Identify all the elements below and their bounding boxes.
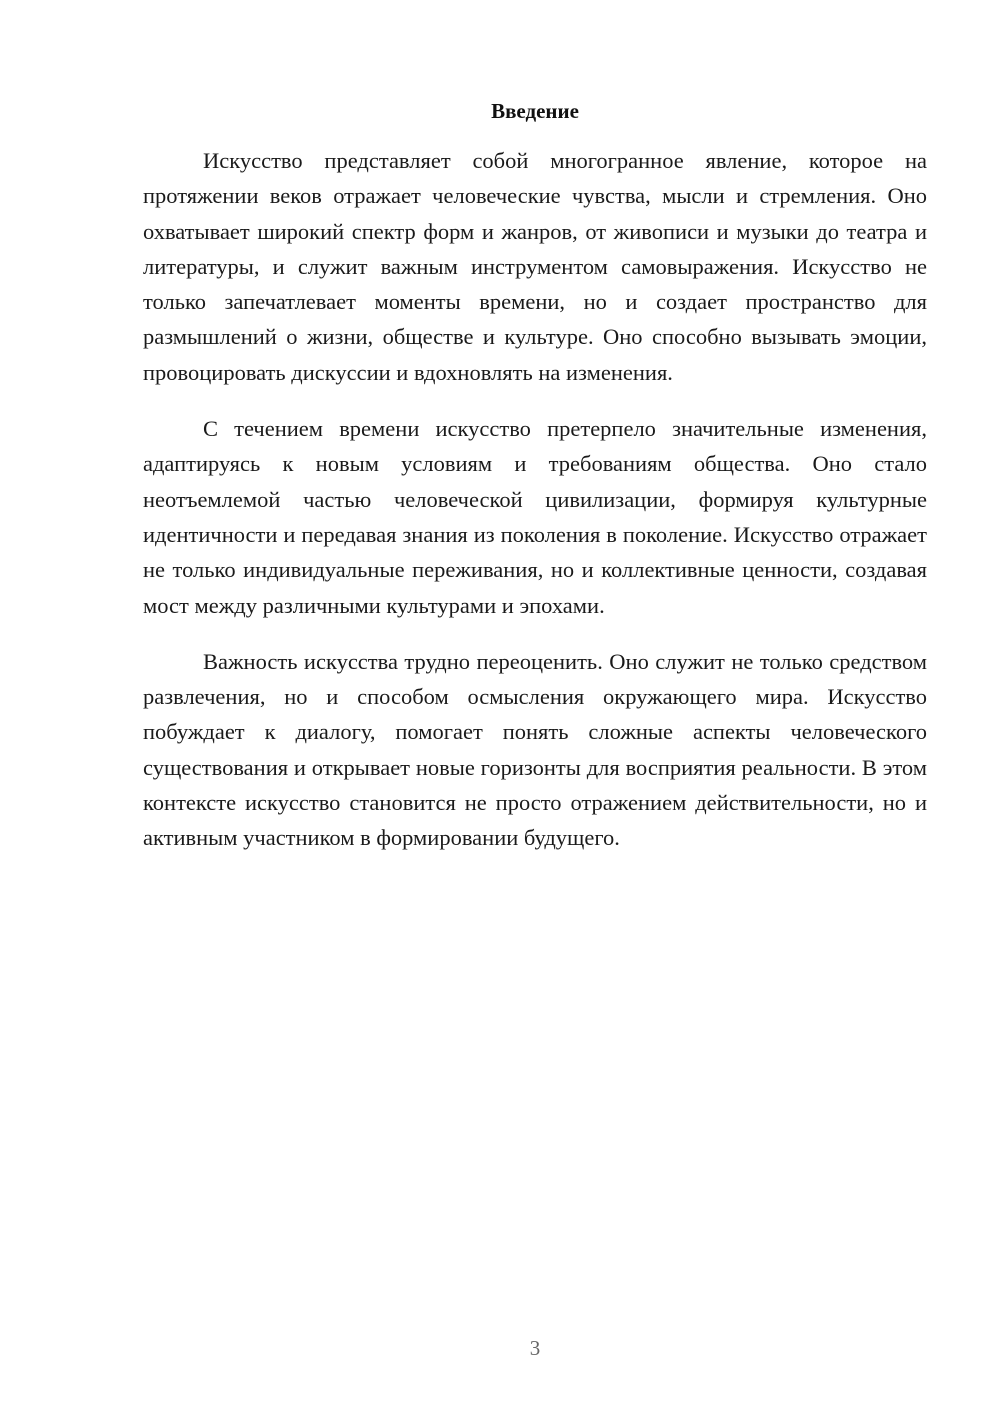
body-text: [143, 143, 927, 877]
paragraph-1: Искусство представляет собой многогранное явление, которое на протяжении веков отражает человеческие чувства, мысли и стремления. Оно охватывает широкий спектр форм и жанров, от живописи и музыки до театра и литературы, и служит важным инструментом самовыражения. Искусство не только запечатлевает моменты времени, но и создает пространство для размышлений о жизни, обществе и культуре. Оно способно вызывать эмоции, провоцировать дискуссии и вдохновлять на изменения.: [143, 148, 927, 385]
paragraph-2: С течением времени искусство претерпело значительные изменения, адаптируясь к новым условиям и требованиям общества. Оно стало неотъемлемой частью человеческой цивилизации, формируя культурные идентичности и передавая знания из поколения в поколение. Искусство отражает не только индивидуальные переживания, но и коллективные ценности, создавая мост между различными культурами и эпохами.: [143, 416, 927, 618]
page-number: 3: [529, 1336, 541, 1360]
section-heading: Введение: [491, 99, 579, 123]
paragraph-3: Важность искусства трудно переоценить. Оно служит не только средством развлечения, но и способом осмысления окружающего мира. Искусство побуждает к диалогу, помогает понять сложные аспекты человеческого существования и открывает новые горизонты для восприятия реальности. В этом контексте искусство становится не просто отражением действительности, но и активным участником в формировании будущего.: [143, 648, 927, 851]
